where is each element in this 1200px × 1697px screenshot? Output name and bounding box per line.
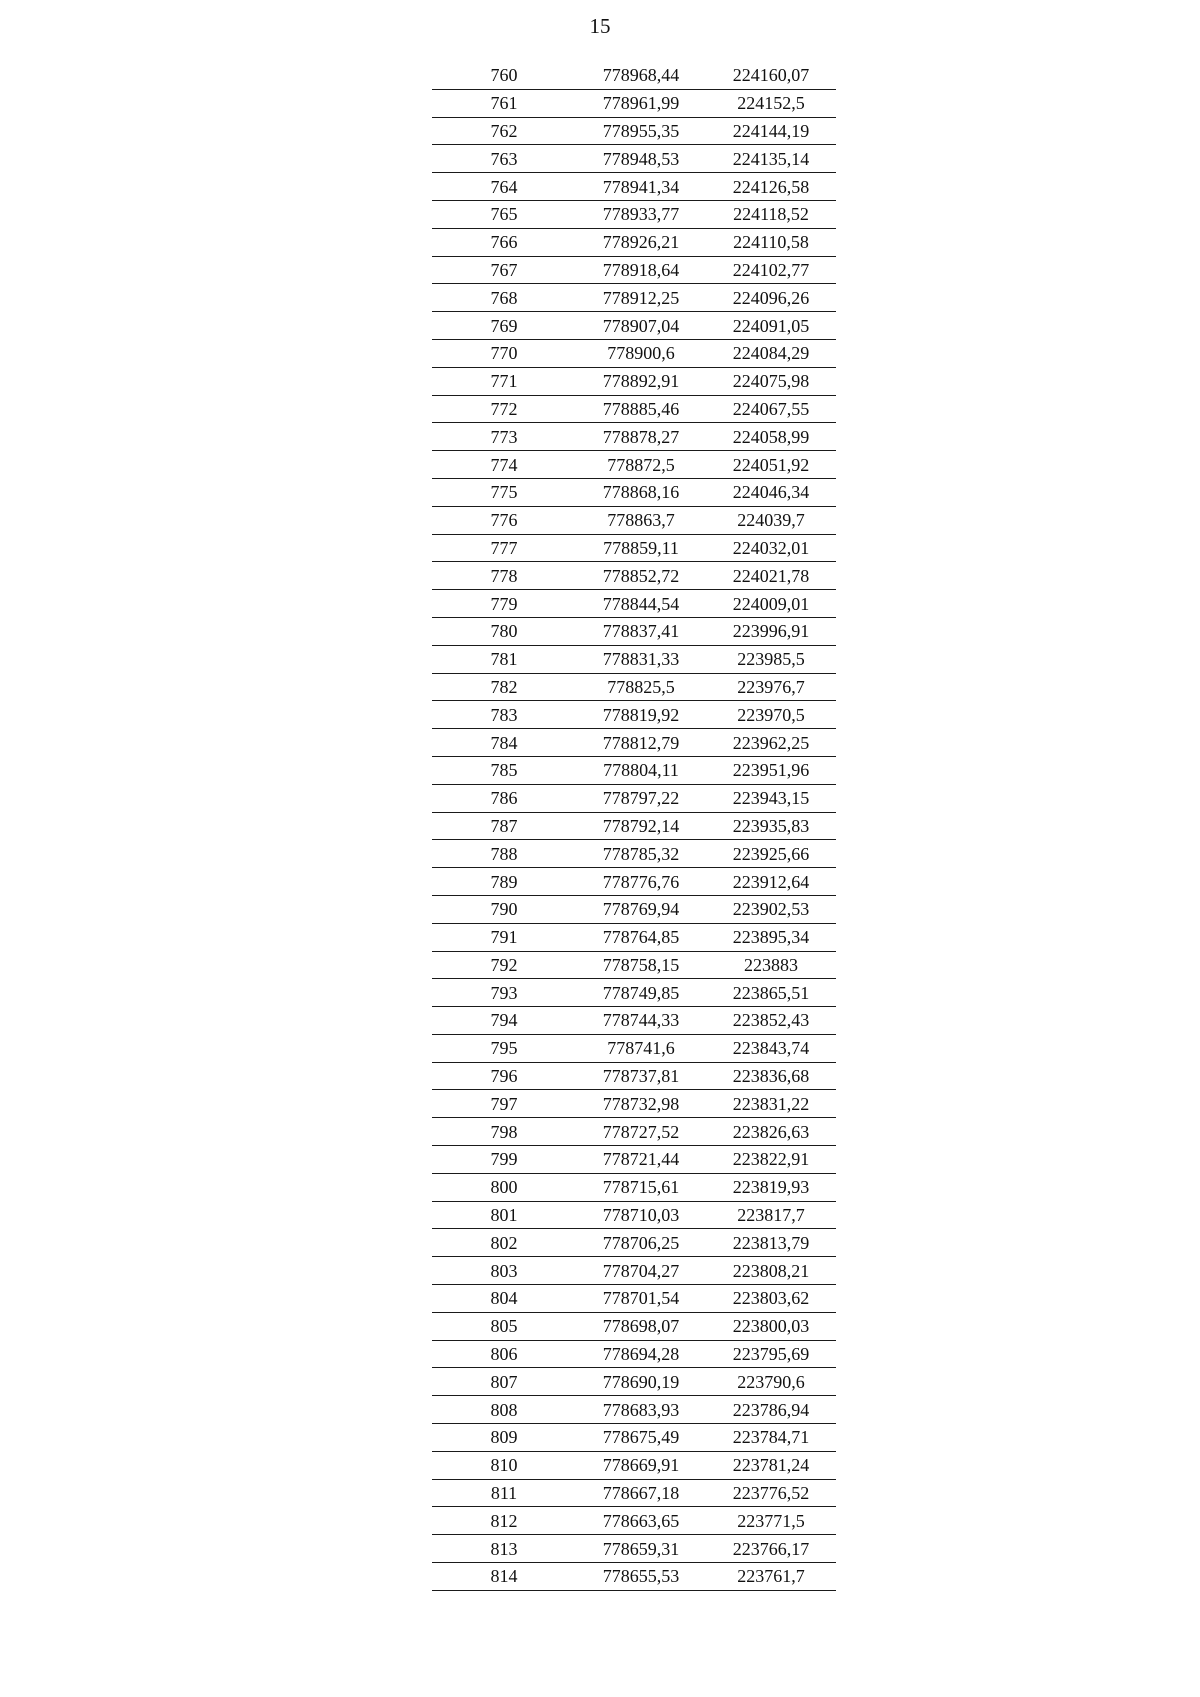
x-coordinate-cell: 778941,34 — [576, 173, 706, 201]
x-coordinate-cell: 778948,53 — [576, 145, 706, 173]
x-coordinate-cell: 778961,99 — [576, 89, 706, 117]
y-coordinate-cell: 224096,26 — [706, 284, 836, 312]
x-coordinate-cell: 778819,92 — [576, 701, 706, 729]
x-coordinate-cell: 778690,19 — [576, 1368, 706, 1396]
table-row — [432, 1285, 836, 1313]
y-coordinate-cell: 223803,62 — [706, 1285, 836, 1313]
point-number-cell: 793 — [432, 979, 576, 1007]
x-coordinate-cell: 778683,93 — [576, 1396, 706, 1424]
table-row — [432, 1312, 836, 1340]
point-number-cell: 769 — [432, 312, 576, 340]
point-number-cell: 777 — [432, 534, 576, 562]
y-coordinate-cell: 223771,5 — [706, 1507, 836, 1535]
y-coordinate-cell: 223883 — [706, 951, 836, 979]
y-coordinate-cell: 223786,94 — [706, 1396, 836, 1424]
table-row — [432, 868, 836, 896]
table-row — [432, 1062, 836, 1090]
x-coordinate-cell: 778863,7 — [576, 506, 706, 534]
table-row — [432, 1118, 836, 1146]
y-coordinate-cell: 224058,99 — [706, 423, 836, 451]
table-row — [432, 562, 836, 590]
x-coordinate-cell: 778918,64 — [576, 256, 706, 284]
point-number-cell: 789 — [432, 868, 576, 896]
y-coordinate-cell: 223843,74 — [706, 1034, 836, 1062]
point-number-cell: 807 — [432, 1368, 576, 1396]
table-row — [432, 284, 836, 312]
y-coordinate-cell: 223865,51 — [706, 979, 836, 1007]
coordinates-table-body — [432, 62, 836, 1590]
point-number-cell: 797 — [432, 1090, 576, 1118]
point-number-cell: 795 — [432, 1034, 576, 1062]
point-number-cell: 794 — [432, 1007, 576, 1035]
x-coordinate-cell: 778797,22 — [576, 784, 706, 812]
point-number-cell: 781 — [432, 645, 576, 673]
x-coordinate-cell: 778912,25 — [576, 284, 706, 312]
point-number-cell: 800 — [432, 1173, 576, 1201]
y-coordinate-cell: 223996,91 — [706, 617, 836, 645]
table-row — [432, 1090, 836, 1118]
y-coordinate-cell: 224126,58 — [706, 173, 836, 201]
point-number-cell: 810 — [432, 1451, 576, 1479]
table-row — [432, 1146, 836, 1174]
table-row — [432, 1173, 836, 1201]
x-coordinate-cell: 778776,76 — [576, 868, 706, 896]
table-row — [432, 784, 836, 812]
point-number-cell: 768 — [432, 284, 576, 312]
x-coordinate-cell: 778968,44 — [576, 62, 706, 89]
point-number-cell: 773 — [432, 423, 576, 451]
point-number-cell: 783 — [432, 701, 576, 729]
point-number-cell: 813 — [432, 1535, 576, 1563]
y-coordinate-cell: 224135,14 — [706, 145, 836, 173]
table-row — [432, 1535, 836, 1563]
y-coordinate-cell: 223813,79 — [706, 1229, 836, 1257]
y-coordinate-cell: 224075,98 — [706, 367, 836, 395]
table-row — [432, 1507, 836, 1535]
point-number-cell: 779 — [432, 590, 576, 618]
y-coordinate-cell: 223766,17 — [706, 1535, 836, 1563]
x-coordinate-cell: 778749,85 — [576, 979, 706, 1007]
x-coordinate-cell: 778659,31 — [576, 1535, 706, 1563]
point-number-cell: 801 — [432, 1201, 576, 1229]
table-row — [432, 1396, 836, 1424]
table-row — [432, 367, 836, 395]
x-coordinate-cell: 778710,03 — [576, 1201, 706, 1229]
point-number-cell: 774 — [432, 451, 576, 479]
point-number-cell: 772 — [432, 395, 576, 423]
point-number-cell: 796 — [432, 1062, 576, 1090]
y-coordinate-cell: 223902,53 — [706, 895, 836, 923]
table-row — [432, 1368, 836, 1396]
point-number-cell: 775 — [432, 478, 576, 506]
x-coordinate-cell: 778852,72 — [576, 562, 706, 590]
table-row — [432, 1424, 836, 1452]
point-number-cell: 776 — [432, 506, 576, 534]
point-number-cell: 765 — [432, 200, 576, 228]
x-coordinate-cell: 778872,5 — [576, 451, 706, 479]
x-coordinate-cell: 778868,16 — [576, 478, 706, 506]
table-row — [432, 756, 836, 784]
y-coordinate-cell: 223925,66 — [706, 840, 836, 868]
table-row — [432, 423, 836, 451]
y-coordinate-cell: 224102,77 — [706, 256, 836, 284]
table-row — [432, 673, 836, 701]
y-coordinate-cell: 223776,52 — [706, 1479, 836, 1507]
table-row — [432, 395, 836, 423]
point-number-cell: 771 — [432, 367, 576, 395]
y-coordinate-cell: 223962,25 — [706, 729, 836, 757]
x-coordinate-cell: 778704,27 — [576, 1257, 706, 1285]
point-number-cell: 786 — [432, 784, 576, 812]
point-number-cell: 770 — [432, 339, 576, 367]
y-coordinate-cell: 224032,01 — [706, 534, 836, 562]
table-row — [432, 895, 836, 923]
x-coordinate-cell: 778744,33 — [576, 1007, 706, 1035]
y-coordinate-cell: 223790,6 — [706, 1368, 836, 1396]
point-number-cell: 802 — [432, 1229, 576, 1257]
table-row — [432, 729, 836, 757]
point-number-cell: 782 — [432, 673, 576, 701]
table-row — [432, 228, 836, 256]
x-coordinate-cell: 778804,11 — [576, 756, 706, 784]
y-coordinate-cell: 224067,55 — [706, 395, 836, 423]
x-coordinate-cell: 778926,21 — [576, 228, 706, 256]
y-coordinate-cell: 223826,63 — [706, 1118, 836, 1146]
y-coordinate-cell: 224084,29 — [706, 339, 836, 367]
y-coordinate-cell: 223935,83 — [706, 812, 836, 840]
x-coordinate-cell: 778764,85 — [576, 923, 706, 951]
point-number-cell: 806 — [432, 1340, 576, 1368]
x-coordinate-cell: 778694,28 — [576, 1340, 706, 1368]
table-row — [432, 200, 836, 228]
x-coordinate-cell: 778769,94 — [576, 895, 706, 923]
x-coordinate-cell: 778727,52 — [576, 1118, 706, 1146]
table-row — [432, 812, 836, 840]
table-row — [432, 339, 836, 367]
table-row — [432, 840, 836, 868]
x-coordinate-cell: 778955,35 — [576, 117, 706, 145]
point-number-cell: 764 — [432, 173, 576, 201]
point-number-cell: 785 — [432, 756, 576, 784]
y-coordinate-cell: 223976,7 — [706, 673, 836, 701]
x-coordinate-cell: 778885,46 — [576, 395, 706, 423]
x-coordinate-cell: 778715,61 — [576, 1173, 706, 1201]
point-number-cell: 809 — [432, 1424, 576, 1452]
point-number-cell: 808 — [432, 1396, 576, 1424]
table-row — [432, 923, 836, 951]
x-coordinate-cell: 778831,33 — [576, 645, 706, 673]
x-coordinate-cell: 778741,6 — [576, 1034, 706, 1062]
table-row — [432, 506, 836, 534]
x-coordinate-cell: 778737,81 — [576, 1062, 706, 1090]
point-number-cell: 804 — [432, 1285, 576, 1313]
table-row — [432, 1563, 836, 1591]
table-row — [432, 478, 836, 506]
table-row — [432, 312, 836, 340]
x-coordinate-cell: 778933,77 — [576, 200, 706, 228]
table-row — [432, 1229, 836, 1257]
point-number-cell: 761 — [432, 89, 576, 117]
y-coordinate-cell: 224009,01 — [706, 590, 836, 618]
x-coordinate-cell: 778785,32 — [576, 840, 706, 868]
x-coordinate-cell: 778900,6 — [576, 339, 706, 367]
x-coordinate-cell: 778732,98 — [576, 1090, 706, 1118]
y-coordinate-cell: 224091,05 — [706, 312, 836, 340]
x-coordinate-cell: 778844,54 — [576, 590, 706, 618]
y-coordinate-cell: 224051,92 — [706, 451, 836, 479]
x-coordinate-cell: 778792,14 — [576, 812, 706, 840]
table-row — [432, 1451, 836, 1479]
x-coordinate-cell: 778812,79 — [576, 729, 706, 757]
point-number-cell: 760 — [432, 62, 576, 89]
table-row — [432, 590, 836, 618]
x-coordinate-cell: 778675,49 — [576, 1424, 706, 1452]
x-coordinate-cell: 778825,5 — [576, 673, 706, 701]
point-number-cell: 767 — [432, 256, 576, 284]
y-coordinate-cell: 223817,7 — [706, 1201, 836, 1229]
x-coordinate-cell: 778721,44 — [576, 1146, 706, 1174]
table-row — [432, 534, 836, 562]
table-row — [432, 951, 836, 979]
table-row — [432, 451, 836, 479]
y-coordinate-cell: 223970,5 — [706, 701, 836, 729]
point-number-cell: 812 — [432, 1507, 576, 1535]
y-coordinate-cell: 224046,34 — [706, 478, 836, 506]
y-coordinate-cell: 223784,71 — [706, 1424, 836, 1452]
point-number-cell: 814 — [432, 1563, 576, 1591]
y-coordinate-cell: 224160,07 — [706, 62, 836, 89]
x-coordinate-cell: 778892,91 — [576, 367, 706, 395]
point-number-cell: 766 — [432, 228, 576, 256]
table-row — [432, 173, 836, 201]
y-coordinate-cell: 223852,43 — [706, 1007, 836, 1035]
point-number-cell: 763 — [432, 145, 576, 173]
table-row — [432, 1201, 836, 1229]
y-coordinate-cell: 223895,34 — [706, 923, 836, 951]
x-coordinate-cell: 778698,07 — [576, 1312, 706, 1340]
y-coordinate-cell: 223912,64 — [706, 868, 836, 896]
table-row — [432, 256, 836, 284]
x-coordinate-cell: 778758,15 — [576, 951, 706, 979]
y-coordinate-cell: 224118,52 — [706, 200, 836, 228]
y-coordinate-cell: 224021,78 — [706, 562, 836, 590]
x-coordinate-cell: 778667,18 — [576, 1479, 706, 1507]
table-row — [432, 1257, 836, 1285]
x-coordinate-cell: 778663,65 — [576, 1507, 706, 1535]
x-coordinate-cell: 778907,04 — [576, 312, 706, 340]
point-number-cell: 788 — [432, 840, 576, 868]
table-row — [432, 62, 836, 89]
y-coordinate-cell: 223836,68 — [706, 1062, 836, 1090]
table-row — [432, 701, 836, 729]
table-row — [432, 89, 836, 117]
y-coordinate-cell: 223781,24 — [706, 1451, 836, 1479]
table-row — [432, 145, 836, 173]
y-coordinate-cell: 223808,21 — [706, 1257, 836, 1285]
y-coordinate-cell: 224144,19 — [706, 117, 836, 145]
y-coordinate-cell: 224039,7 — [706, 506, 836, 534]
x-coordinate-cell: 778859,11 — [576, 534, 706, 562]
point-number-cell: 790 — [432, 895, 576, 923]
point-number-cell: 762 — [432, 117, 576, 145]
point-number-cell: 799 — [432, 1146, 576, 1174]
y-coordinate-cell: 223943,15 — [706, 784, 836, 812]
page-number: 15 — [589, 14, 611, 38]
table-row — [432, 1340, 836, 1368]
coordinates-table — [432, 62, 836, 1591]
x-coordinate-cell: 778701,54 — [576, 1285, 706, 1313]
x-coordinate-cell: 778655,53 — [576, 1563, 706, 1591]
table-row — [432, 617, 836, 645]
point-number-cell: 791 — [432, 923, 576, 951]
point-number-cell: 780 — [432, 617, 576, 645]
point-number-cell: 811 — [432, 1479, 576, 1507]
point-number-cell: 803 — [432, 1257, 576, 1285]
point-number-cell: 778 — [432, 562, 576, 590]
y-coordinate-cell: 223951,96 — [706, 756, 836, 784]
y-coordinate-cell: 223800,03 — [706, 1312, 836, 1340]
point-number-cell: 805 — [432, 1312, 576, 1340]
point-number-cell: 792 — [432, 951, 576, 979]
y-coordinate-cell: 223822,91 — [706, 1146, 836, 1174]
y-coordinate-cell: 224152,5 — [706, 89, 836, 117]
point-number-cell: 787 — [432, 812, 576, 840]
y-coordinate-cell: 223831,22 — [706, 1090, 836, 1118]
x-coordinate-cell: 778837,41 — [576, 617, 706, 645]
table-row — [432, 979, 836, 1007]
point-number-cell: 784 — [432, 729, 576, 757]
table-row — [432, 1479, 836, 1507]
x-coordinate-cell: 778669,91 — [576, 1451, 706, 1479]
y-coordinate-cell: 223795,69 — [706, 1340, 836, 1368]
table-row — [432, 117, 836, 145]
point-number-cell: 798 — [432, 1118, 576, 1146]
y-coordinate-cell: 223985,5 — [706, 645, 836, 673]
x-coordinate-cell: 778878,27 — [576, 423, 706, 451]
y-coordinate-cell: 223819,93 — [706, 1173, 836, 1201]
table-row — [432, 1034, 836, 1062]
x-coordinate-cell: 778706,25 — [576, 1229, 706, 1257]
y-coordinate-cell: 224110,58 — [706, 228, 836, 256]
table-row — [432, 645, 836, 673]
table-row — [432, 1007, 836, 1035]
y-coordinate-cell: 223761,7 — [706, 1563, 836, 1591]
